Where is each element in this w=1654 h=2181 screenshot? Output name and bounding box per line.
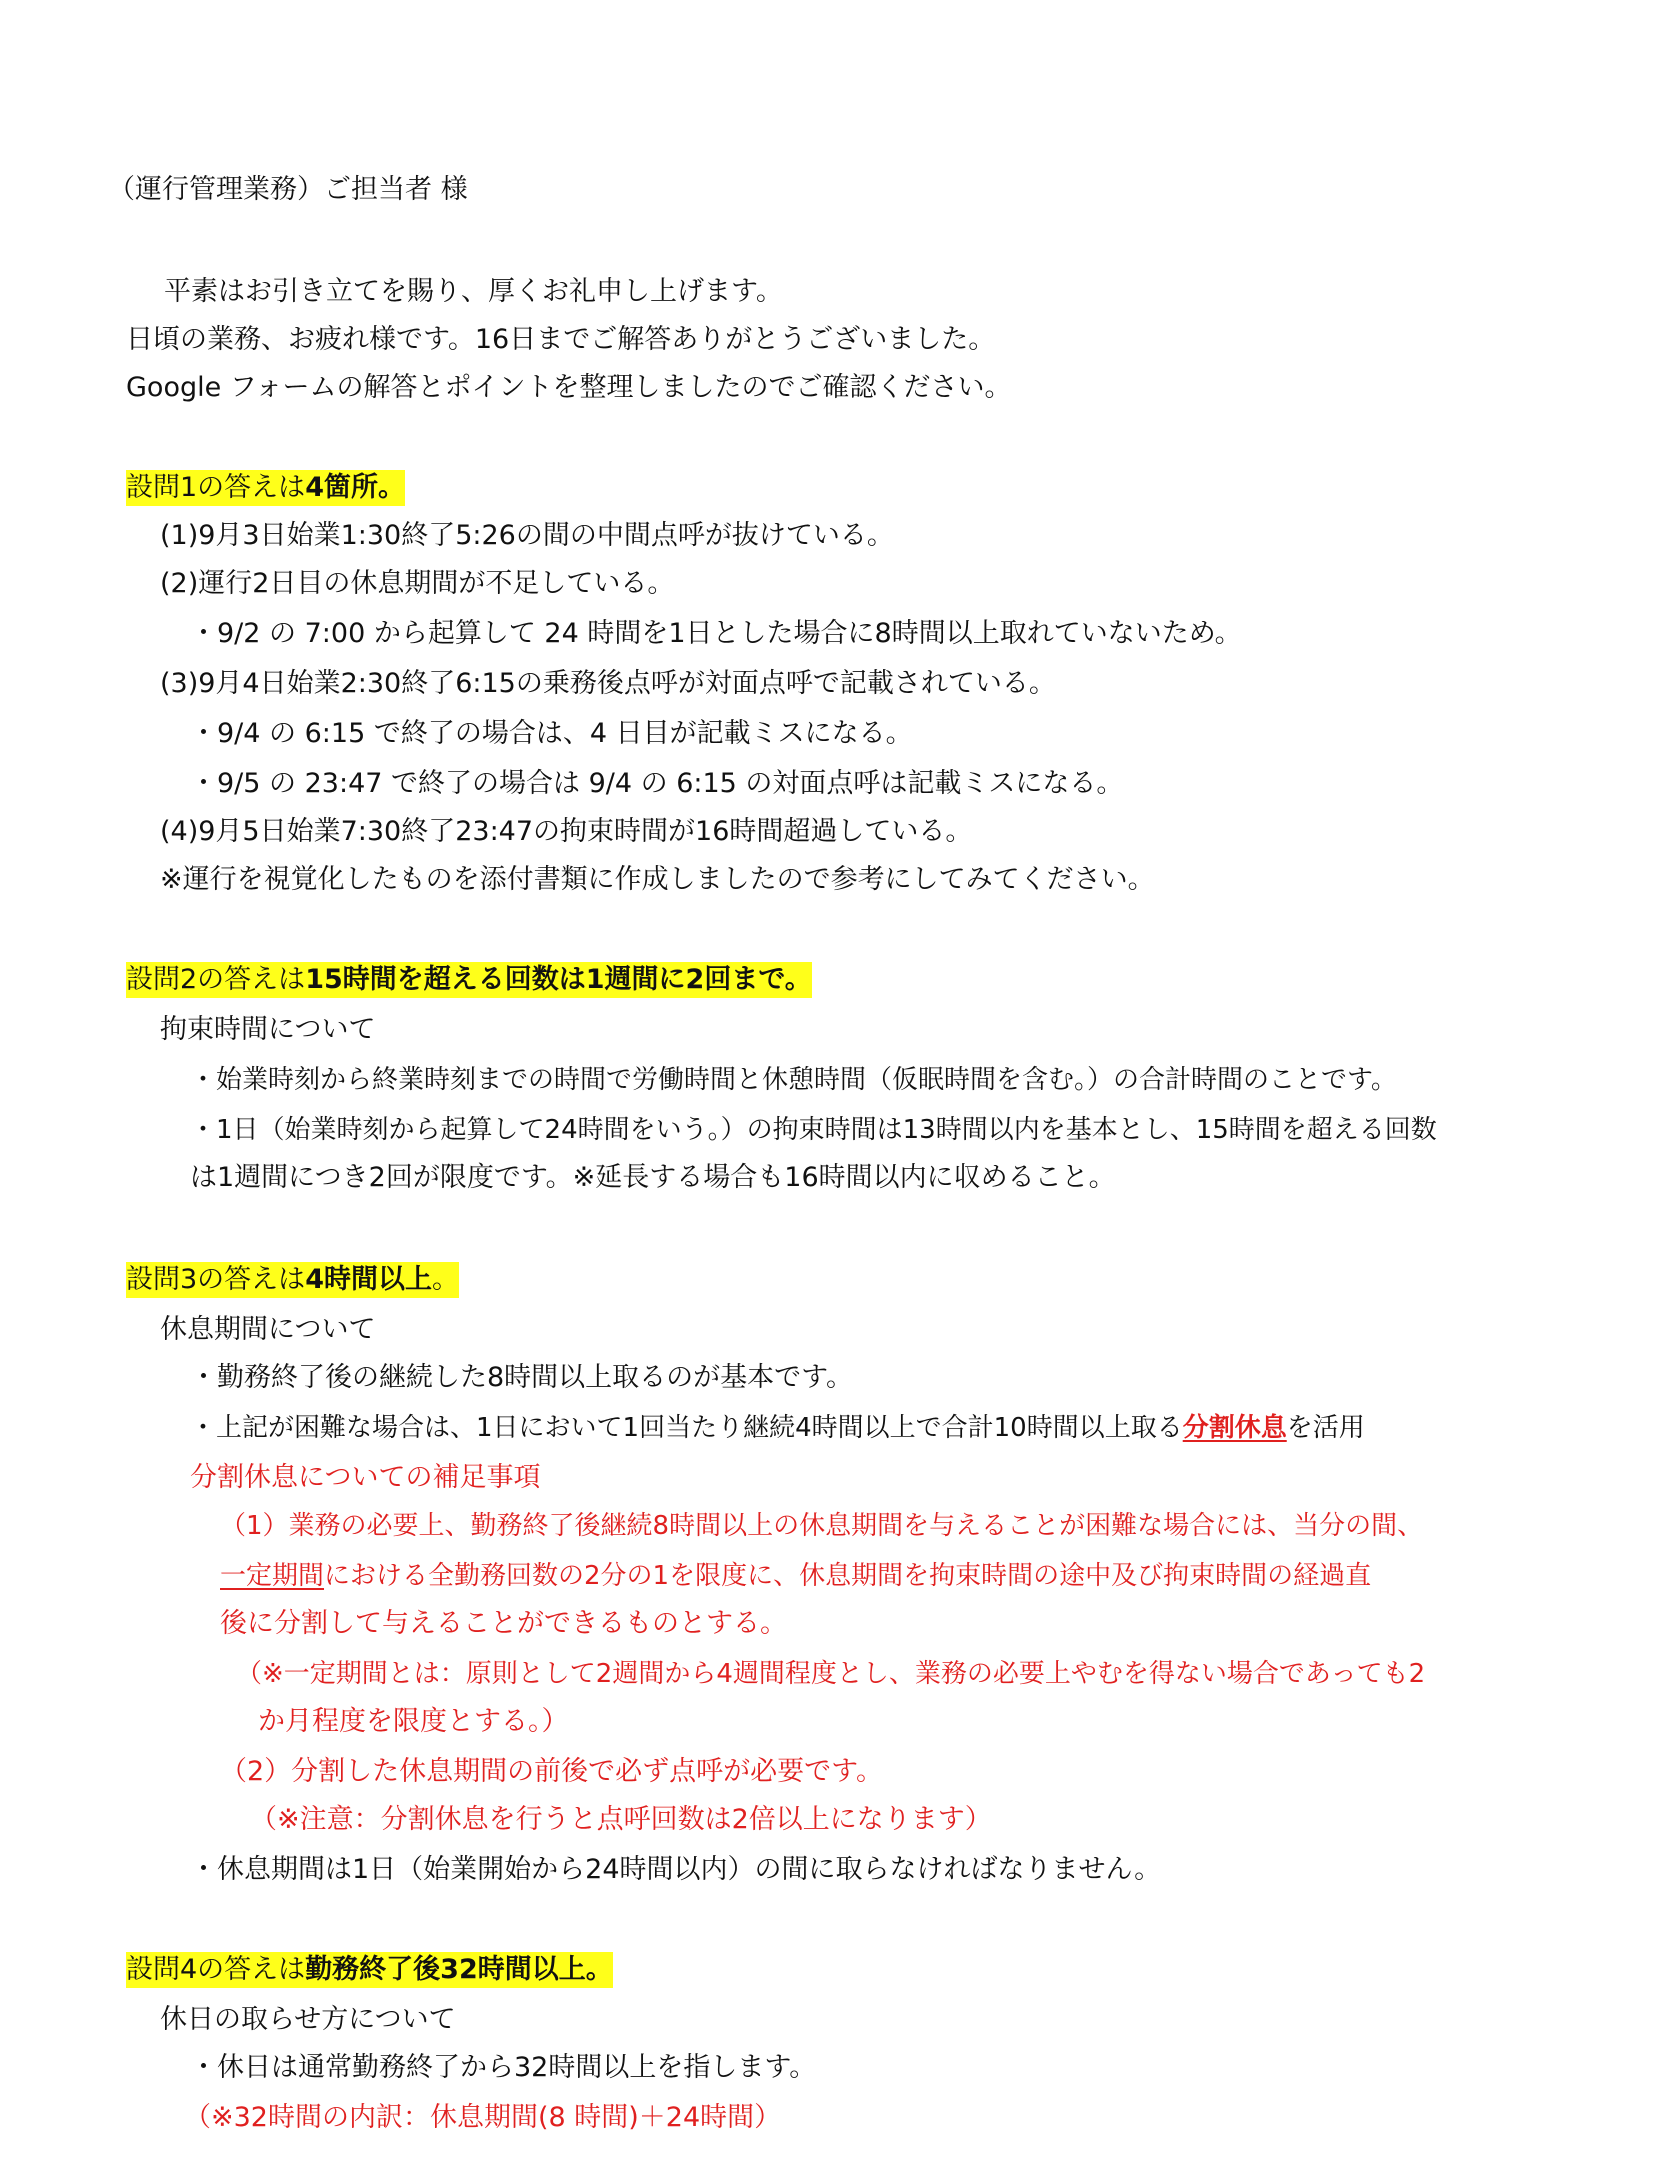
q1-heading-prefix: 設問1の答えは <box>126 472 306 503</box>
q4-heading <box>126 1952 613 1988</box>
q1-line-1: (1)9月3日始業1:30終了5:26の間の中間点呼が抜けている。 <box>160 520 894 551</box>
q1-line-5: ・9/4 の 6:15 で終了の場合は、4 日目が記載ミスになる。 <box>190 718 913 749</box>
q3-split-line <box>190 1410 1365 1446</box>
intro-line-1: 平素はお引き立てを賜り、厚くお礼申し上げます。 <box>164 276 783 307</box>
q3-supplement-item1-b <box>220 1558 1371 1594</box>
q3-line-2: ・勤務終了後の継続した8時間以上取るのが基本です。 <box>190 1362 854 1393</box>
q3-supplement-item1-c: 後に分割して与えることができるものとする。 <box>220 1608 787 1639</box>
q1-line-6: ・9/5 の 23:47 で終了の場合は 9/4 の 6:15 の対面点呼は記載ミスになる。 <box>190 768 1124 799</box>
q2-heading-answer: 15時間を超える回数は1週間に2回まで。 <box>305 964 812 995</box>
q2-line-3: ・1日（始業時刻から起算して24時間をいう。）の拘束時間は13時間以内を基本とし、15時間を超える回数 <box>190 1115 1437 1145</box>
salutation: （運行管理業務）ご担当者 様 <box>108 174 468 205</box>
q3-supplement-item1-emph: 一定期間 <box>220 1561 325 1591</box>
q4-line-2: ・休日は通常勤務終了から32時間以上を指します。 <box>190 2052 817 2083</box>
q3-supplement-item1-a: （1）業務の必要上、勤務終了後継続8時間以上の休息期間を与えることが困難な場合には、当分の間、 <box>220 1511 1424 1541</box>
q3-supplement-title: 分割休息についての補足事項 <box>190 1462 541 1493</box>
q3-heading-suffix: 。 <box>431 1264 459 1295</box>
q3-split-emph: 分割休息 <box>1182 1413 1287 1443</box>
q3-heading-prefix: 設問3の答えは <box>126 1264 306 1295</box>
q3-supplement-item2: （2）分割した休息期間の前後で必ず点呼が必要です。 <box>220 1756 884 1787</box>
intro-line-2: 日頃の業務、お疲れ様です。16日までご解答ありがとうございました。 <box>126 324 996 355</box>
q1-line-3: ・9/2 の 7:00 から起算して 24 時間を1日とした場合に8時間以上取れていないため。 <box>190 618 1242 649</box>
q1-line-2: (2)運行2日目の休息期間が不足している。 <box>160 568 675 599</box>
q3-line-1: 休息期間について <box>160 1314 376 1345</box>
intro-line-3: Google フォームの解答とポイントを整理しましたのでご確認ください。 <box>126 372 1012 403</box>
q4-heading-answer: 勤務終了後32時間以上。 <box>305 1954 613 1985</box>
q1-line-4: (3)9月4日始業2:30終了6:15の乗務後点呼が対面点呼で記載されている。 <box>160 668 1056 699</box>
q1-line-7: (4)9月5日始業7:30終了23:47の拘束時間が16時間超過している。 <box>160 816 973 847</box>
q3-supplement-note2: （※注意：分割休息を行うと点呼回数は2倍以上になります） <box>250 1804 992 1835</box>
q2-heading-prefix: 設問2の答えは <box>126 964 306 995</box>
q1-heading <box>126 470 405 506</box>
q2-heading <box>126 962 812 998</box>
q1-line-8: ※運行を視覚化したものを添付書類に作成しましたので参考にしてみてください。 <box>160 864 1155 895</box>
q4-note: （※32時間の内訳：休息期間(8 時間)＋24時間） <box>184 2102 782 2133</box>
q4-heading-prefix: 設問4の答えは <box>126 1954 306 1985</box>
q3-split-after: を活用 <box>1286 1413 1365 1443</box>
q2-line-4: は1週間につき2回が限度です。※延長する場合も16時間以内に収めること。 <box>190 1162 1116 1193</box>
q3-heading-answer: 4時間以上 <box>305 1264 432 1295</box>
q3-supplement-item1-rest: における全勤務回数の2分の1を限度に、休息期間を拘束時間の途中及び拘束時間の経過直 <box>324 1561 1372 1591</box>
q4-line-1: 休日の取らせ方について <box>160 2004 456 2035</box>
q3-heading <box>126 1262 459 1298</box>
q3-split-before: ・上記が困難な場合は、1日において1回当たり継続4時間以上で合計10時間以上取る <box>190 1413 1183 1443</box>
q3-supplement-note1-a: （※一定期間とは：原則として2週間から4週間程度とし、業務の必要上やむを得ない場合であっても2 <box>236 1659 1426 1689</box>
q3-supplement-note1-b: か月程度を限度とする。） <box>258 1706 569 1737</box>
q3-last-line: ・休息期間は1日（始業開始から24時間以内）の間に取らなければなりません。 <box>190 1854 1162 1885</box>
q2-line-2: ・始業時刻から終業時刻までの時間で労働時間と休憩時間（仮眠時間を含む。）の合計時間のことです。 <box>190 1065 1397 1095</box>
q2-line-1: 拘束時間について <box>160 1014 376 1045</box>
q1-heading-answer: 4箇所。 <box>305 472 405 503</box>
